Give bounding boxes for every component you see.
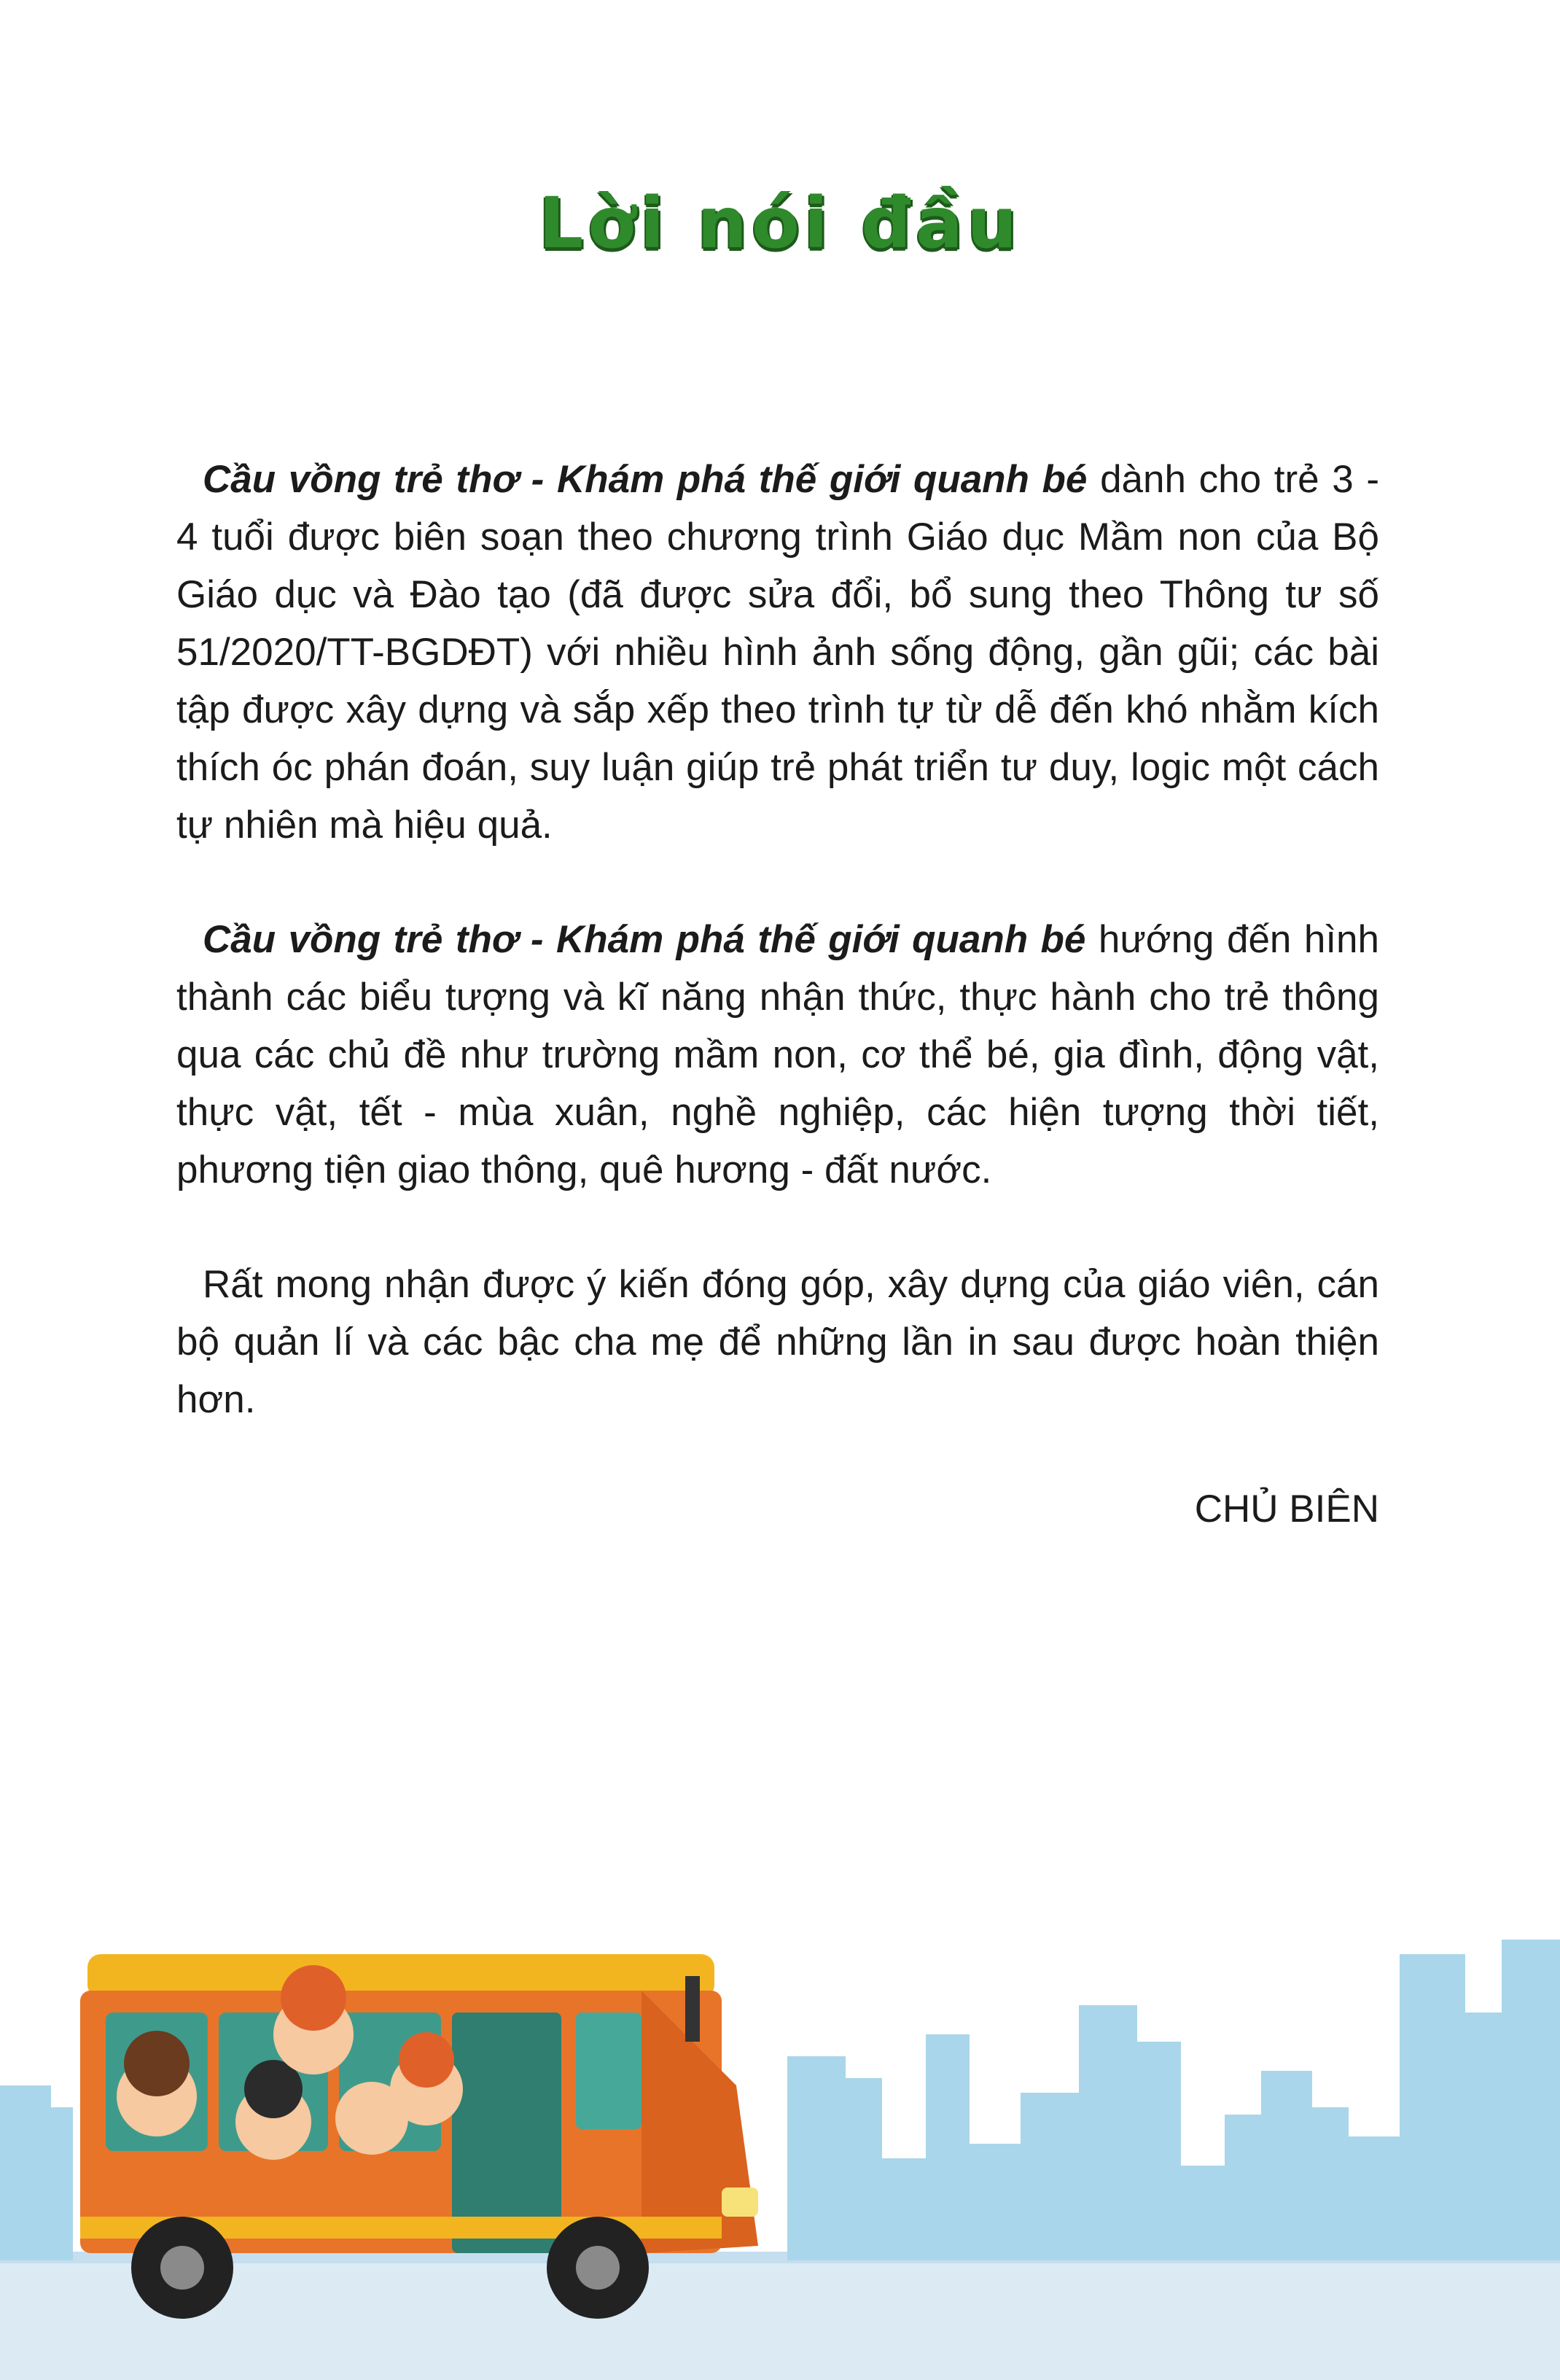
bus-illustration [0,1925,1560,2380]
road [0,2260,1560,2380]
book-title-emphasis: Cầu vồng trẻ thơ - Khám phá thế giới quanh bé [203,458,1088,501]
paragraph-2 [176,911,1379,1199]
paragraph-text: dành cho trẻ 3 - 4 tuổi được biên soạn theo chương trình Giáo dục Mầm non của Bộ Giáo dục và Đào tạo (đã được sửa đổi, bổ sung theo Thông tư số 51/2020/TT-BGDĐT) với nhiều hình ảnh sống động, gần gũi; các bài tập được xây dựng và sắp xếp theo trình tự từ dễ đến khó nhằm kích thích óc phán đoán, suy luận giúp trẻ phát triển tư duy, logic một cách tự nhiên mà hiệu quả. [176,458,1379,847]
preface-body [176,451,1379,1485]
paragraph-1 [176,451,1379,854]
page-title: Lời nói đầu [539,182,1021,264]
paragraph-3 [176,1256,1379,1428]
paragraph-text: Rất mong nhận được ý kiến đóng góp, xây dựng của giáo viên, cán bộ quản lí và các bậc cha mẹ để những lần in sau được hoàn thiện hơn. [176,1263,1379,1421]
book-title-emphasis: Cầu vồng trẻ thơ - Khám phá thế giới quanh bé [203,918,1086,961]
paragraph-text: hướng đến hình thành các biểu tượng và kĩ năng nhận thức, thực hành cho trẻ thông qua các chủ đề như trường mầm non, cơ thể bé, gia đình, động vật, thực vật, tết - mùa xuân, nghề nghiệp, các hiện tượng thời tiết, phương tiện giao thông, quê hương - đất nước. [176,918,1379,1191]
signature-editor: CHỦ BIÊN [1194,1488,1379,1531]
